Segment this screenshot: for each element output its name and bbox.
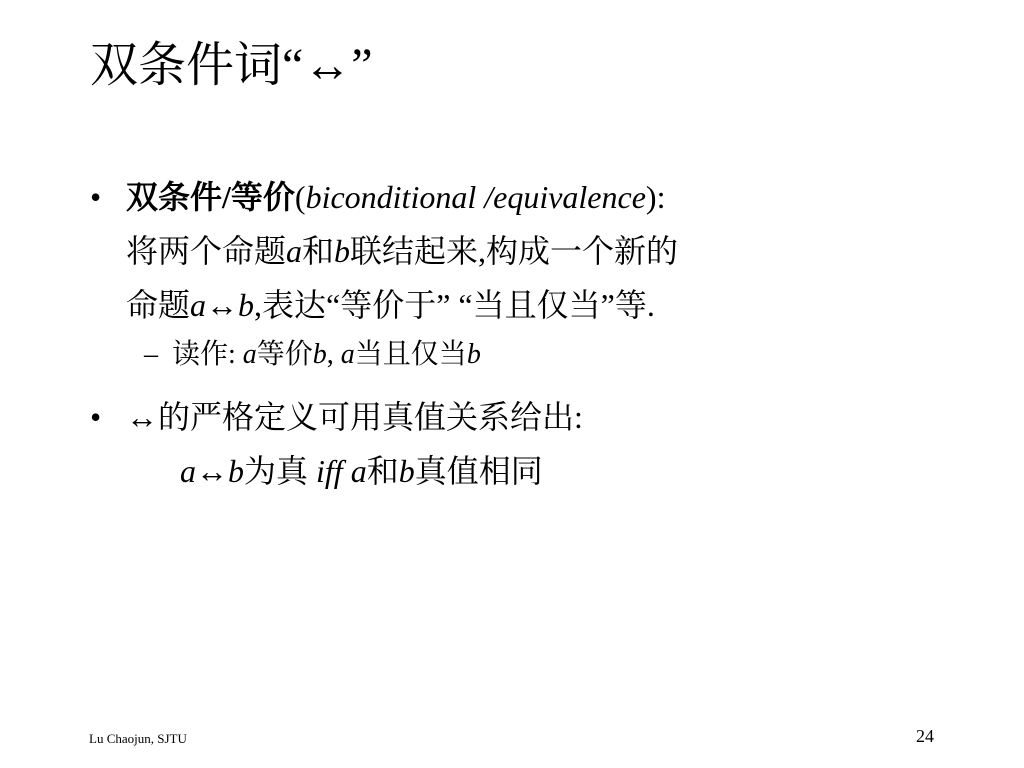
expr-a-iff-b: a↔b xyxy=(190,287,255,323)
text-segment: , xyxy=(326,339,341,370)
text-segment: 和 xyxy=(302,233,335,269)
sub-bullet-reading xyxy=(90,332,950,378)
bullet-marker: • xyxy=(90,179,102,215)
slide-body xyxy=(90,170,950,498)
bold-term: 双条件/等价 xyxy=(126,179,295,215)
text-segment: ,表达“等价于” “当且仅当”等. xyxy=(254,287,655,323)
paren-close: ): xyxy=(645,179,666,215)
text-segment: 联结起来,构成一个新的 xyxy=(350,233,679,269)
var-b: b xyxy=(466,339,481,370)
var-a: a xyxy=(350,453,367,489)
bullet1-line1 xyxy=(126,170,950,224)
footer-author: Lu Chaojun, SJTU xyxy=(89,731,187,746)
iff-keyword: iff xyxy=(316,453,343,489)
page-number: 24 xyxy=(916,726,934,746)
var-a: a xyxy=(242,339,257,370)
paren-open: ( xyxy=(294,179,306,215)
text-segment: 当且仅当 xyxy=(354,339,467,370)
text-segment: 等价 xyxy=(256,339,313,370)
text-segment: 和 xyxy=(366,453,399,489)
italic-term: biconditional /equivalence xyxy=(305,179,646,215)
bullet1-line3 xyxy=(126,278,950,332)
bullet1-line2 xyxy=(126,224,950,278)
var-b: b xyxy=(334,233,351,269)
slide-title: 双条件词“↔” xyxy=(90,39,373,92)
var-a: a xyxy=(340,339,355,370)
sub-bullet-marker: – xyxy=(144,339,158,370)
expr-a-iff-b: a↔b xyxy=(180,453,244,489)
text-segment xyxy=(343,453,351,489)
bullet-marker: • xyxy=(90,399,102,435)
var-a: a xyxy=(286,233,303,269)
text-segment: 真值相同 xyxy=(414,453,543,489)
text-segment: 将两个命题 xyxy=(126,233,287,269)
truth-definition-formula xyxy=(90,444,950,498)
bullet-definition xyxy=(90,390,950,444)
bullet-biconditional xyxy=(90,170,950,332)
var-b: b xyxy=(312,339,327,370)
text-segment: 命题 xyxy=(126,287,191,323)
text-segment: 为真 xyxy=(244,453,317,489)
text-segment: 读作: xyxy=(172,339,243,370)
var-b: b xyxy=(398,453,415,489)
bullet2-text: ↔的严格定义可用真值关系给出: xyxy=(126,399,583,435)
